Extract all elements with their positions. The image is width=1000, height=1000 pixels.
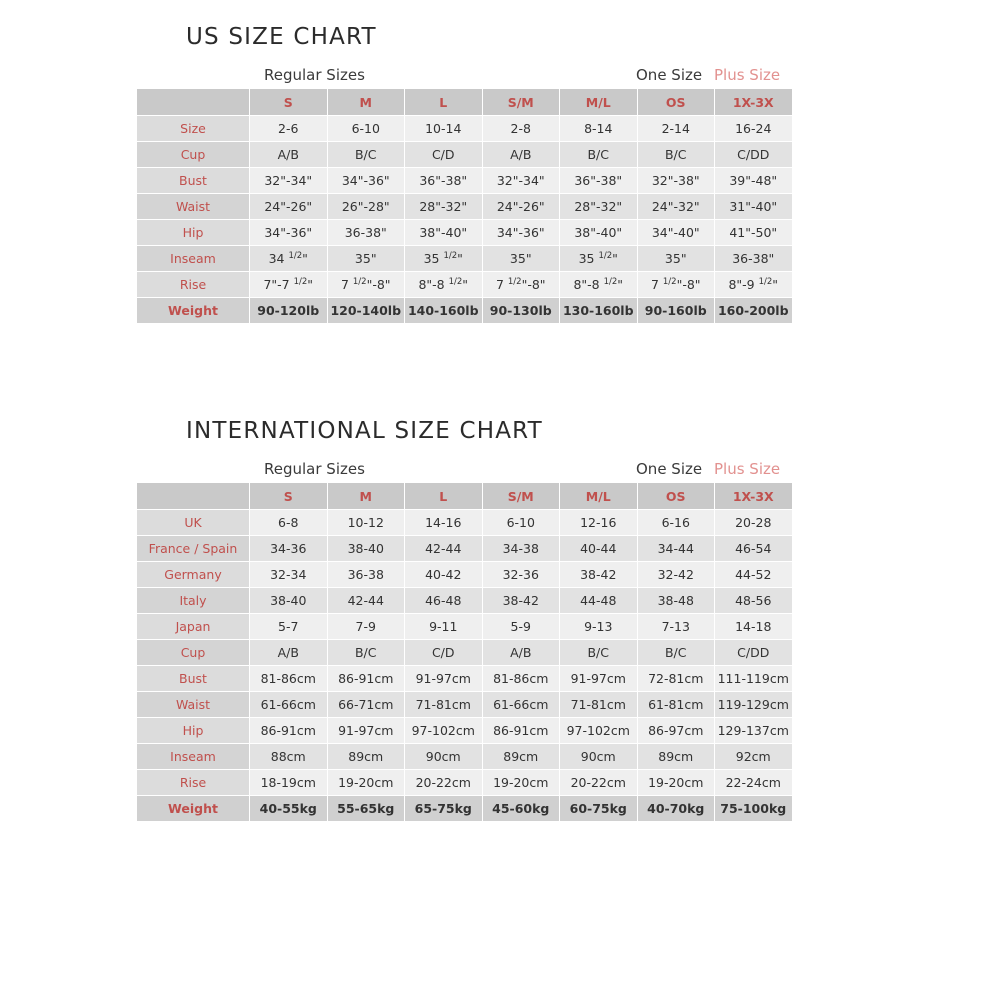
cell: 88cm bbox=[250, 744, 328, 770]
cell: 19-20cm bbox=[327, 770, 405, 796]
table-row bbox=[137, 220, 793, 246]
cell: 7-13 bbox=[637, 614, 715, 640]
cell: 71-81cm bbox=[560, 692, 638, 718]
row-label-inseam: Inseam bbox=[137, 246, 250, 272]
table-row bbox=[137, 666, 793, 692]
cell: 32"-38" bbox=[637, 168, 715, 194]
row-label-waist: Waist bbox=[137, 692, 250, 718]
row-label-hip: Hip bbox=[137, 718, 250, 744]
cell: 35" bbox=[637, 246, 715, 272]
cell: 34-36 bbox=[250, 536, 328, 562]
column-header-m-l: M/L bbox=[560, 89, 638, 116]
cell: B/C bbox=[637, 142, 715, 168]
cell: 35 $^{1/2}$" bbox=[560, 246, 638, 272]
row-label-hip: Hip bbox=[137, 220, 250, 246]
cell: 60-75kg bbox=[560, 796, 638, 822]
cell: 32-34 bbox=[250, 562, 328, 588]
cell: 34"-40" bbox=[637, 220, 715, 246]
cell: 81-86cm bbox=[250, 666, 328, 692]
table-row bbox=[137, 614, 793, 640]
cell: 22-24cm bbox=[715, 770, 793, 796]
cell: 19-20cm bbox=[482, 770, 560, 796]
intl-table-body bbox=[137, 483, 793, 822]
cell: 20-22cm bbox=[405, 770, 483, 796]
cell: 34"-36" bbox=[482, 220, 560, 246]
cell: 40-44 bbox=[560, 536, 638, 562]
cell: 5-7 bbox=[250, 614, 328, 640]
cell: 9-11 bbox=[405, 614, 483, 640]
group-label-regular-sizes-us: Regular Sizes bbox=[264, 66, 365, 84]
row-label-waist: Waist bbox=[137, 194, 250, 220]
cell: 90cm bbox=[560, 744, 638, 770]
column-header-s: S bbox=[250, 483, 328, 510]
column-header-l: L bbox=[405, 89, 483, 116]
table-row bbox=[137, 168, 793, 194]
cell: 86-91cm bbox=[482, 718, 560, 744]
row-label-bust: Bust bbox=[137, 168, 250, 194]
cell: 24"-32" bbox=[637, 194, 715, 220]
international-size-table bbox=[136, 482, 793, 822]
cell: C/D bbox=[405, 640, 483, 666]
cell: 32-36 bbox=[482, 562, 560, 588]
column-header-s-m: S/M bbox=[482, 483, 560, 510]
cell: 120-140lb bbox=[327, 298, 405, 324]
cell: 40-42 bbox=[405, 562, 483, 588]
cell: 36"-38" bbox=[560, 168, 638, 194]
cell: 111-119cm bbox=[715, 666, 793, 692]
cell: 10-12 bbox=[327, 510, 405, 536]
table-row bbox=[137, 744, 793, 770]
cell: 40-55kg bbox=[250, 796, 328, 822]
cell: 36-38 bbox=[327, 562, 405, 588]
cell: 20-28 bbox=[715, 510, 793, 536]
table-row bbox=[137, 536, 793, 562]
cell: 32-42 bbox=[637, 562, 715, 588]
cell: 91-97cm bbox=[405, 666, 483, 692]
cell: 31"-40" bbox=[715, 194, 793, 220]
cell: 41"-50" bbox=[715, 220, 793, 246]
cell: 6-16 bbox=[637, 510, 715, 536]
cell: B/C bbox=[327, 142, 405, 168]
cell: 24"-26" bbox=[250, 194, 328, 220]
cell: 7-9 bbox=[327, 614, 405, 640]
column-header-os: OS bbox=[637, 483, 715, 510]
cell: 34-44 bbox=[637, 536, 715, 562]
table-row bbox=[137, 692, 793, 718]
table-row bbox=[137, 640, 793, 666]
column-header-1x-3x: 1X-3X bbox=[715, 89, 793, 116]
table-header-row bbox=[137, 89, 793, 116]
cell: 35" bbox=[482, 246, 560, 272]
cell: 86-97cm bbox=[637, 718, 715, 744]
cell: 55-65kg bbox=[327, 796, 405, 822]
cell: 34-38 bbox=[482, 536, 560, 562]
cell: 61-66cm bbox=[482, 692, 560, 718]
cell: 8"-8 $^{1/2}$" bbox=[560, 272, 638, 298]
group-label-one-size-intl: One Size bbox=[636, 460, 703, 478]
cell: 61-81cm bbox=[637, 692, 715, 718]
cell: 36"-38" bbox=[405, 168, 483, 194]
cell: 7 $^{1/2}$"-8" bbox=[327, 272, 405, 298]
cell: 2-14 bbox=[637, 116, 715, 142]
cell: 48-56 bbox=[715, 588, 793, 614]
cell: 89cm bbox=[327, 744, 405, 770]
cell: 8-14 bbox=[560, 116, 638, 142]
cell: 28"-32" bbox=[560, 194, 638, 220]
cell: 72-81cm bbox=[637, 666, 715, 692]
cell: 2-6 bbox=[250, 116, 328, 142]
group-label-plus-size-intl: Plus Size bbox=[714, 460, 781, 478]
cell: 97-102cm bbox=[560, 718, 638, 744]
cell: 46-48 bbox=[405, 588, 483, 614]
cell: 10-14 bbox=[405, 116, 483, 142]
table-row bbox=[137, 272, 793, 298]
column-header-s-m: S/M bbox=[482, 89, 560, 116]
cell: 14-16 bbox=[405, 510, 483, 536]
page-title-intl: INTERNATIONAL SIZE CHART bbox=[186, 418, 543, 444]
cell: 32"-34" bbox=[482, 168, 560, 194]
cell: 26"-28" bbox=[327, 194, 405, 220]
cell: 91-97cm bbox=[327, 718, 405, 744]
row-label-france-spain: France / Spain bbox=[137, 536, 250, 562]
cell: 86-91cm bbox=[327, 666, 405, 692]
cell: 44-52 bbox=[715, 562, 793, 588]
cell: A/B bbox=[482, 640, 560, 666]
cell: 34"-36" bbox=[250, 220, 328, 246]
cell: 35 $^{1/2}$" bbox=[405, 246, 483, 272]
cell: 8"-8 $^{1/2}$" bbox=[405, 272, 483, 298]
intl-group-labels bbox=[136, 460, 792, 482]
table-row bbox=[137, 116, 793, 142]
column-header-m-l: M/L bbox=[560, 483, 638, 510]
cell: 91-97cm bbox=[560, 666, 638, 692]
cell: 38"-40" bbox=[405, 220, 483, 246]
cell: B/C bbox=[637, 640, 715, 666]
cell: 36-38" bbox=[327, 220, 405, 246]
cell: 42-44 bbox=[327, 588, 405, 614]
cell: 18-19cm bbox=[250, 770, 328, 796]
row-label-cup: Cup bbox=[137, 640, 250, 666]
column-header-m: M bbox=[327, 89, 405, 116]
cell: 16-24 bbox=[715, 116, 793, 142]
column-header-1x-3x: 1X-3X bbox=[715, 483, 793, 510]
column-header-l: L bbox=[405, 483, 483, 510]
cell: 61-66cm bbox=[250, 692, 328, 718]
cell: A/B bbox=[250, 142, 328, 168]
column-header-m: M bbox=[327, 483, 405, 510]
table-row bbox=[137, 588, 793, 614]
cell: 89cm bbox=[482, 744, 560, 770]
cell: 14-18 bbox=[715, 614, 793, 640]
table-row bbox=[137, 298, 793, 324]
table-row bbox=[137, 510, 793, 536]
cell: 45-60kg bbox=[482, 796, 560, 822]
cell: 38-40 bbox=[250, 588, 328, 614]
row-label-size: Size bbox=[137, 116, 250, 142]
row-label-italy: Italy bbox=[137, 588, 250, 614]
cell: 28"-32" bbox=[405, 194, 483, 220]
cell: C/DD bbox=[715, 640, 793, 666]
cell: 5-9 bbox=[482, 614, 560, 640]
cell: 35" bbox=[327, 246, 405, 272]
cell: 66-71cm bbox=[327, 692, 405, 718]
cell: 36-38" bbox=[715, 246, 793, 272]
cell: 130-160lb bbox=[560, 298, 638, 324]
cell: 8"-9 $^{1/2}$" bbox=[715, 272, 793, 298]
row-label-rise: Rise bbox=[137, 272, 250, 298]
international-size-chart-block bbox=[0, 418, 1000, 822]
cell: B/C bbox=[327, 640, 405, 666]
cell: 65-75kg bbox=[405, 796, 483, 822]
cell: 38-48 bbox=[637, 588, 715, 614]
row-label-japan: Japan bbox=[137, 614, 250, 640]
cell: 32"-34" bbox=[250, 168, 328, 194]
table-row bbox=[137, 796, 793, 822]
row-label-bust: Bust bbox=[137, 666, 250, 692]
row-label-inseam: Inseam bbox=[137, 744, 250, 770]
cell: 119-129cm bbox=[715, 692, 793, 718]
cell: B/C bbox=[560, 142, 638, 168]
cell: 24"-26" bbox=[482, 194, 560, 220]
cell: 19-20cm bbox=[637, 770, 715, 796]
cell: 71-81cm bbox=[405, 692, 483, 718]
column-header-s: S bbox=[250, 89, 328, 116]
cell: 140-160lb bbox=[405, 298, 483, 324]
cell: 129-137cm bbox=[715, 718, 793, 744]
cell: 34 $^{1/2}$" bbox=[250, 246, 328, 272]
table-row bbox=[137, 194, 793, 220]
cell: 92cm bbox=[715, 744, 793, 770]
cell: 42-44 bbox=[405, 536, 483, 562]
cell: C/D bbox=[405, 142, 483, 168]
table-corner-cell bbox=[137, 89, 250, 116]
row-label-germany: Germany bbox=[137, 562, 250, 588]
cell: 7"-7 $^{1/2}$" bbox=[250, 272, 328, 298]
cell: A/B bbox=[250, 640, 328, 666]
cell: 39"-48" bbox=[715, 168, 793, 194]
cell: 6-10 bbox=[482, 510, 560, 536]
cell: 160-200lb bbox=[715, 298, 793, 324]
cell: 38-40 bbox=[327, 536, 405, 562]
row-label-uk: UK bbox=[137, 510, 250, 536]
cell: 34"-36" bbox=[327, 168, 405, 194]
cell: 46-54 bbox=[715, 536, 793, 562]
cell: 44-48 bbox=[560, 588, 638, 614]
row-label-cup: Cup bbox=[137, 142, 250, 168]
table-corner-cell bbox=[137, 483, 250, 510]
cell: 90cm bbox=[405, 744, 483, 770]
table-row bbox=[137, 142, 793, 168]
table-row bbox=[137, 246, 793, 272]
table-row bbox=[137, 562, 793, 588]
cell: 9-13 bbox=[560, 614, 638, 640]
cell: 6-8 bbox=[250, 510, 328, 536]
group-label-regular-sizes-intl: Regular Sizes bbox=[264, 460, 365, 478]
cell: 90-160lb bbox=[637, 298, 715, 324]
cell: 2-8 bbox=[482, 116, 560, 142]
page-title-us: US SIZE CHART bbox=[186, 24, 377, 50]
cell: B/C bbox=[560, 640, 638, 666]
cell: 75-100kg bbox=[715, 796, 793, 822]
cell: 90-120lb bbox=[250, 298, 328, 324]
cell: 89cm bbox=[637, 744, 715, 770]
us-size-table bbox=[136, 88, 793, 324]
cell: 86-91cm bbox=[250, 718, 328, 744]
cell: 7 $^{1/2}$"-8" bbox=[637, 272, 715, 298]
cell: A/B bbox=[482, 142, 560, 168]
cell: 12-16 bbox=[560, 510, 638, 536]
column-header-os: OS bbox=[637, 89, 715, 116]
us-size-chart-block bbox=[0, 24, 1000, 324]
us-table-body bbox=[137, 89, 793, 324]
table-header-row bbox=[137, 483, 793, 510]
us-group-labels bbox=[136, 66, 792, 88]
cell: 38-42 bbox=[560, 562, 638, 588]
row-label-weight: Weight bbox=[137, 298, 250, 324]
cell: 7 $^{1/2}$"-8" bbox=[482, 272, 560, 298]
cell: 97-102cm bbox=[405, 718, 483, 744]
cell: 90-130lb bbox=[482, 298, 560, 324]
cell: C/DD bbox=[715, 142, 793, 168]
cell: 20-22cm bbox=[560, 770, 638, 796]
row-label-rise: Rise bbox=[137, 770, 250, 796]
row-label-weight: Weight bbox=[137, 796, 250, 822]
group-label-one-size-us: One Size bbox=[636, 66, 703, 84]
cell: 81-86cm bbox=[482, 666, 560, 692]
table-row bbox=[137, 770, 793, 796]
cell: 38-42 bbox=[482, 588, 560, 614]
cell: 38"-40" bbox=[560, 220, 638, 246]
cell: 6-10 bbox=[327, 116, 405, 142]
table-row bbox=[137, 718, 793, 744]
cell: 40-70kg bbox=[637, 796, 715, 822]
group-label-plus-size-us: Plus Size bbox=[714, 66, 781, 84]
